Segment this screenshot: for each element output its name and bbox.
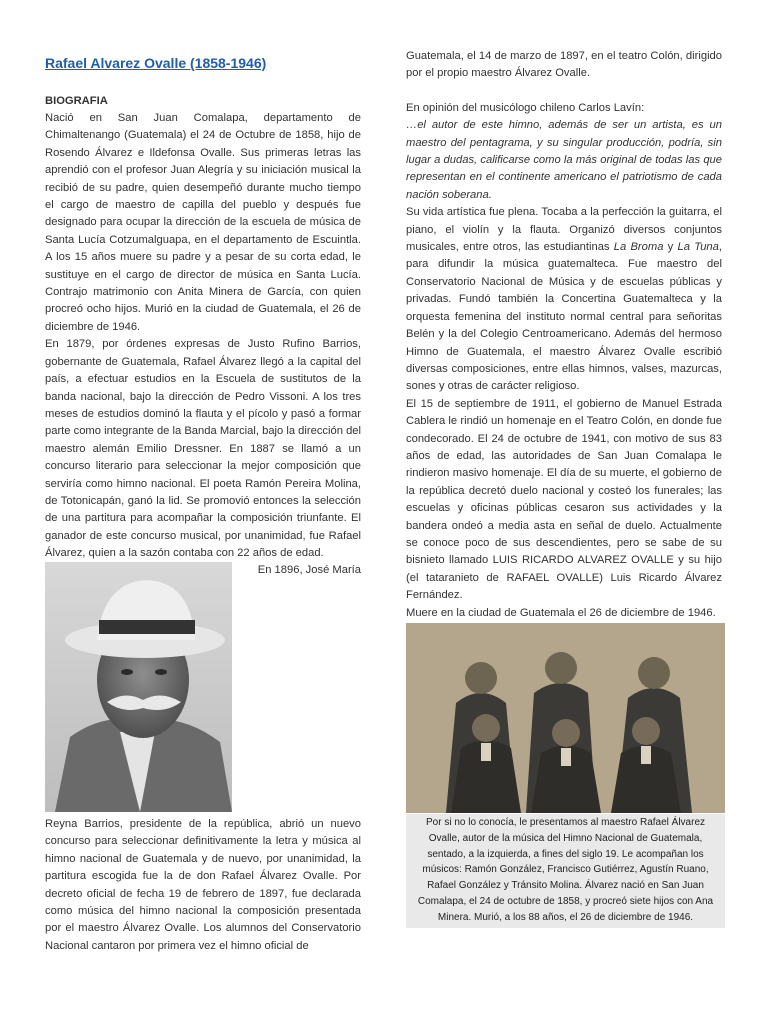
p2-italic-la-tuna: La Tuna (677, 241, 719, 254)
bio-paragraph-2: En 1879, por órdenes expresas de Justo Rufino Barrios, gobernante de Guatemala, Rafael Álvarez llegó a la capital del país, a efectuar estudios en la Escuela de sustitutos de la banda nacional, bajo la dirección de Pedro Vissoni. A los tres meses de estudios dominó la flauta y el pícolo y pasó a formar parte como integrante de la Banda Marcial, bajo la dirección del maestro alemán Emilio Dressner. En 1887 se llamó a un concurso literario para seleccionar la mejor composición que serviría como himno nacional. El poeta Ramón Pereira Molina, de Totonicapán, ganó la lid. Se promovió entonces la selección de una partitura para acompañar la composición triunfante. El ganador de este concurso musical, por unanimidad, fue Rafael Álvarez, quien a la sazón contaba con 22 años de edad. (45, 338, 361, 560)
right-paragraph-4: Muere en la ciudad de Guatemala el 26 de diciembre de 1946. (406, 606, 716, 619)
biography-heading: BIOGRAFIA (45, 95, 108, 107)
group-photo (406, 623, 725, 813)
lavin-quote: …el autor de este himno, además de ser un artista, es un maestro del pentagrama, y su singular producción, podría, sin lugar a dudas, calificarse como la más original de todas las que representan en el continente americano el patriotismo de cada nación soberana. (406, 119, 722, 201)
p2-and: y (667, 241, 678, 254)
left-column (45, 110, 361, 563)
portrait-image (45, 562, 232, 812)
right-paragraph-3: El 15 de septiembre de 1911, el gobierno de Manuel Estrada Cablera le rindió un homenaje en el Teatro Colón, en donde fue condecorado. El 24 de octubre de 1941, con motivo de sus 83 años de edad, las autoridades de San Juan Comalapa le rindieron masivo homenaje. El día de su muerte, el gobierno de la república decretó duelo nacional y costeó los funerales; las escuelas y oficinas públicas cesaron sus actividades y la bandera ondeó a media asta en señal de duelo. Actualmente se conoce poco de sus descendientes, pero se sabe de su bisnieto llamado LUIS RICARDO ALVAREZ OVALLE y su hijo (el tataranieto de RAFAEL OVALLE) Luis Ricardo Álvarez Fernández. (406, 397, 722, 602)
page-title[interactable]: Rafael Alvarez Ovalle (1858-1946) (45, 55, 267, 71)
right-paragraph-2 (406, 204, 722, 395)
caption-text: Por si no lo conocía, le presentamos al maestro Rafael Álvarez Ovalle, autor de la música del Himno Nacional de Guatemala, sentado, a la izquierda, a fines del siglo 19. Le acompañan los músicos: Ramón González, Francisco Gutiérrez, Agustín Ruano, Rafael González y Tránsito Molina. Álvarez nació en San Juan Comalapa, el 24 de octubre de 1858, y procreó siete hijos con Ana Minera. Murió, a los 88 años, el 26 de diciembre de 1946. (417, 817, 714, 923)
group-photo-caption (406, 814, 725, 928)
bio-paragraph-3-rest: Reyna Barrios, presidente de la república, abrió un nuevo concurso para seleccionar definitivamente la letra y música al himno nacional de Guatemala y de nuevo, por unanimidad, la partitura escogida fue la de don Rafael Álvarez Ovalle. Por decreto oficial de fecha 19 de febrero de 1897, fue declarada como música del himno nacional la composición presentada por el maestro Álvarez Ovalle. Los alumnos del Conservatorio Nacional cantaron por primera vez el himno oficial de (45, 818, 361, 952)
p2-part-a: Su vida artística fue plena. Tocaba a la perfección la guitarra, el piano, el violín y la flauta. Organizó diversos conjuntos musicales, entre otros, las estudiantinas (406, 206, 722, 254)
portrait-photo (45, 562, 232, 812)
p2-italic-la-broma: La Broma (613, 241, 664, 254)
right-column (406, 48, 722, 622)
right-paragraph-0: Guatemala, el 14 de marzo de 1897, en el teatro Colón, dirigido por el propio maestro Álvarez Ovalle. (406, 50, 722, 80)
bio-paragraph-1: Nació en San Juan Comalapa, departamento de Chimaltenango (Guatemala) el 24 de Octubre de 1858, hijo de Rosendo Álvarez e Ildefonsa Ovalle. Sus primeras letras las aprendió con el profesor Juan Alegría y su iniciación musical la recibió de su padre, quien desempeñó durante mucho tiempo el cargo de maestro de capilla del pueblo y después fue designado para ocupar la dirección de la escuela de música de Santa Lucía Cotzumalguapa, en el departamento de Escuintla. A los 15 años muere su padre y a pesar de su corta edad, le sustituye en el cargo de director de música en Santa Lucía. Contrajo matrimonio con Anita Minera de García, con quien procreó ocho hijos. Murió en la ciudad de Guatemala, el 26 de diciembre de 1946. (45, 112, 361, 333)
right-paragraph-opinion: En opinión del musicólogo chileno Carlos Lavín: (406, 101, 645, 114)
left-column-bottom (45, 816, 361, 955)
bio-paragraph-3-start: En 1896, José María (257, 564, 361, 576)
group-image (406, 623, 725, 813)
p2-part-b: , para difundir la música guatemalteca. Fue maestro del Conservatorio Nacional de Música y de escuelas públicas y privadas. Fundó también la Concertina Guatemalteca y la orquesta femenina del instituto normal central para señoritas Belén y la del Colegio Centroamericano. Además del hermoso Himno de Guatemala, el maestro Álvarez Ovalle escribió diversas composiciones, entre ellas himnos, valses, mazurcas, sones y otras de carácter religioso. (406, 241, 722, 393)
